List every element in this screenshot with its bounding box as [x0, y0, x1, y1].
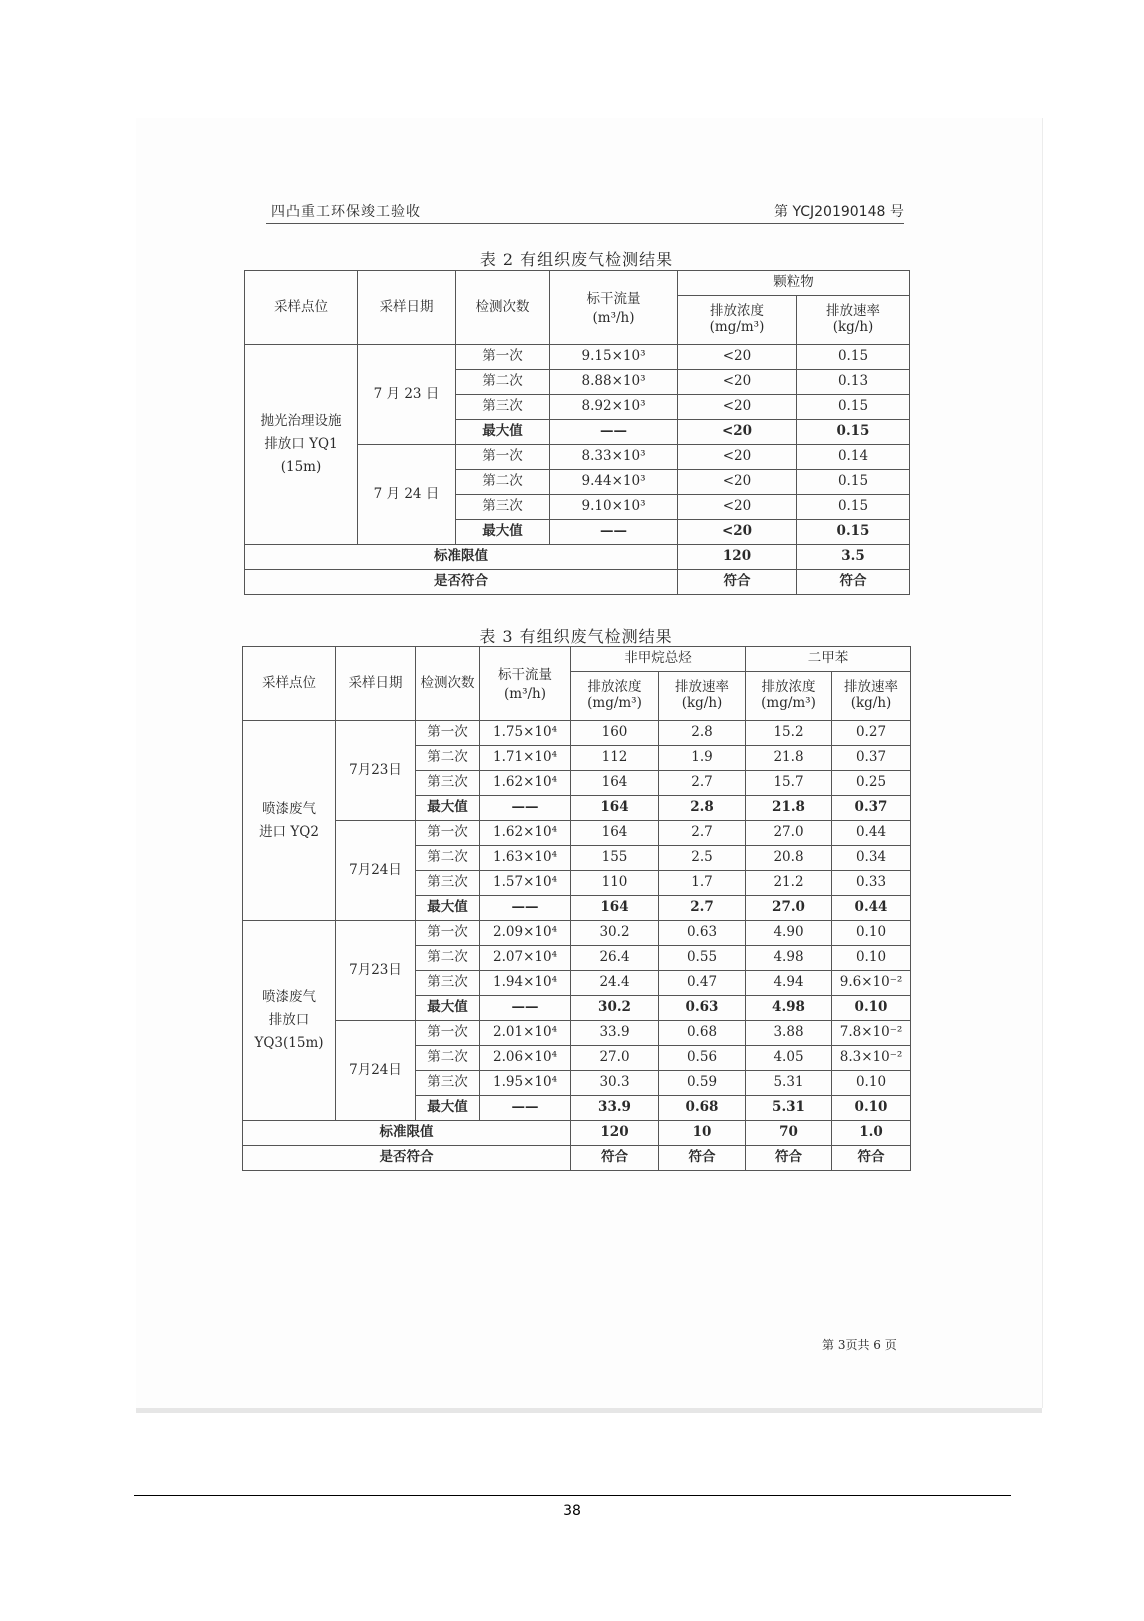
sampling-location: 喷漆废气 排放口 YQ3(15m): [243, 921, 336, 1121]
table-cell: 0.15: [797, 420, 910, 445]
footer-page-number: 38: [563, 1503, 581, 1519]
table-cell: 第二次: [416, 746, 480, 771]
table-cell: 0.55: [659, 946, 746, 971]
table-cell: 30.2: [571, 921, 659, 946]
table-cell: 1.94×10⁴: [480, 971, 571, 996]
table2-header-rate: 排放速率 (kg/h): [797, 296, 910, 345]
table2-header-count: 检测次数: [456, 271, 550, 345]
table-cell: 第三次: [416, 1071, 480, 1096]
sampling-date: 7月23日: [336, 721, 416, 821]
table3: [242, 646, 911, 1171]
table-cell: 27.0: [746, 821, 832, 846]
table-cell: 0.44: [832, 896, 911, 921]
table-cell: ——: [550, 420, 678, 445]
table-cell: 110: [571, 871, 659, 896]
table-cell: <20: [678, 495, 797, 520]
table-cell: 1.9: [659, 746, 746, 771]
table-row: [243, 821, 911, 846]
table-cell: ——: [550, 520, 678, 545]
sampling-date: 7月23日: [336, 921, 416, 1021]
table-cell: 164: [571, 796, 659, 821]
table-cell: <20: [678, 345, 797, 370]
table3-header-xylene-rate: 排放速率 (kg/h): [832, 672, 911, 721]
report-number: 第 YCJ20190148 号: [774, 204, 904, 220]
table-cell: 最大值: [456, 420, 550, 445]
table-row: [243, 921, 911, 946]
table-cell: 1.0: [832, 1121, 911, 1146]
standard-limit-label: 标准限值: [245, 545, 678, 570]
table3-header-point: 采样点位: [243, 647, 336, 721]
table-cell: 4.90: [746, 921, 832, 946]
table2: [244, 270, 910, 595]
table-cell: 4.98: [746, 996, 832, 1021]
table-cell: 15.7: [746, 771, 832, 796]
table-cell: 8.88×10³: [550, 370, 678, 395]
table-cell: 最大值: [416, 996, 480, 1021]
table-cell: 0.10: [832, 921, 911, 946]
table-cell: 第一次: [416, 921, 480, 946]
table-cell: 1.95×10⁴: [480, 1071, 571, 1096]
table-cell: 9.10×10³: [550, 495, 678, 520]
table3-header-flow: 标干流量 (m³/h): [480, 647, 571, 721]
table3-header-date: 采样日期: [336, 647, 416, 721]
sampling-date: 7月24日: [336, 821, 416, 921]
table-cell: 第二次: [416, 846, 480, 871]
table-cell: 符合: [659, 1146, 746, 1171]
scan-edge: [136, 1408, 1042, 1413]
table-cell: 第一次: [456, 345, 550, 370]
table-cell: 符合: [746, 1146, 832, 1171]
table-cell: 164: [571, 771, 659, 796]
standard-limit-label: 标准限值: [243, 1121, 571, 1146]
table-cell: 2.8: [659, 796, 746, 821]
sampling-date: 7 月 23 日: [358, 345, 456, 445]
table-cell: 2.5: [659, 846, 746, 871]
sampling-location: 喷漆废气 进口 YQ2: [243, 721, 336, 921]
table-cell: 最大值: [416, 796, 480, 821]
table3-header-nmhc: 非甲烷总烃: [571, 647, 746, 672]
table-cell: 第一次: [456, 445, 550, 470]
table-cell: 7.8×10⁻²: [832, 1021, 911, 1046]
table-cell: 2.7: [659, 771, 746, 796]
table2-header-conc: 排放浓度 (mg/m³): [678, 296, 797, 345]
table-cell: 112: [571, 746, 659, 771]
table-cell: 0.68: [659, 1021, 746, 1046]
table-cell: 0.47: [659, 971, 746, 996]
table-cell: 160: [571, 721, 659, 746]
table-cell: ——: [480, 896, 571, 921]
table-cell: 2.09×10⁴: [480, 921, 571, 946]
table-cell: 10: [659, 1121, 746, 1146]
report-header-title: 四凸重工环保竣工验收: [271, 204, 421, 220]
compliance-row: [243, 1146, 911, 1171]
table-cell: 0.68: [659, 1096, 746, 1121]
table-cell: 20.8: [746, 846, 832, 871]
table-cell: 最大值: [456, 520, 550, 545]
table-cell: <20: [678, 470, 797, 495]
table2-caption: 表 2 有组织废气检测结果: [479, 250, 674, 269]
table2-header-flow: 标干流量 (m³/h): [550, 271, 678, 345]
table-cell: 30.3: [571, 1071, 659, 1096]
table-cell: 8.92×10³: [550, 395, 678, 420]
table-cell: 30.2: [571, 996, 659, 1021]
table-cell: 26.4: [571, 946, 659, 971]
table-cell: 120: [571, 1121, 659, 1146]
table-cell: 2.06×10⁴: [480, 1046, 571, 1071]
table-cell: 5.31: [746, 1071, 832, 1096]
table-cell: 21.8: [746, 796, 832, 821]
table-cell: <20: [678, 520, 797, 545]
table-cell: 0.14: [797, 445, 910, 470]
table-cell: 0.15: [797, 395, 910, 420]
page-info: 第 3页共 6 页: [822, 1338, 897, 1352]
table-cell: 21.8: [746, 746, 832, 771]
table-cell: 0.25: [832, 771, 911, 796]
standard-limit-row: [245, 545, 910, 570]
table-cell: 1.62×10⁴: [480, 821, 571, 846]
table-cell: 21.2: [746, 871, 832, 896]
table-cell: 最大值: [416, 1096, 480, 1121]
table-cell: 120: [678, 545, 797, 570]
table-cell: 2.7: [659, 896, 746, 921]
table-cell: 0.15: [797, 470, 910, 495]
standard-limit-row: [243, 1121, 911, 1146]
table-cell: 0.13: [797, 370, 910, 395]
table-cell: 24.4: [571, 971, 659, 996]
table-cell: 0.10: [832, 1096, 911, 1121]
table3-header-nmhc-conc: 排放浓度 (mg/m³): [571, 672, 659, 721]
table-cell: 9.44×10³: [550, 470, 678, 495]
header-rule: [266, 223, 904, 224]
table-cell: 0.63: [659, 996, 746, 1021]
table-cell: 8.3×10⁻²: [832, 1046, 911, 1071]
table-cell: 符合: [678, 570, 797, 595]
table-cell: 0.10: [832, 996, 911, 1021]
table-cell: 2.01×10⁴: [480, 1021, 571, 1046]
table2-header-group: 颗粒物: [678, 271, 910, 296]
table-cell: 0.33: [832, 871, 911, 896]
table-cell: 第一次: [416, 821, 480, 846]
table3-header-nmhc-rate: 排放速率 (kg/h): [659, 672, 746, 721]
table-cell: 0.37: [832, 746, 911, 771]
table-cell: 8.33×10³: [550, 445, 678, 470]
table-cell: 1.62×10⁴: [480, 771, 571, 796]
table-cell: 第二次: [456, 370, 550, 395]
table-cell: 33.9: [571, 1096, 659, 1121]
table-cell: 155: [571, 846, 659, 871]
table-cell: ——: [480, 796, 571, 821]
table-cell: 70: [746, 1121, 832, 1146]
sampling-date: 7月24日: [336, 1021, 416, 1121]
table-cell: 4.94: [746, 971, 832, 996]
table-row: [243, 1021, 911, 1046]
table-cell: 1.7: [659, 871, 746, 896]
table-cell: 第三次: [456, 395, 550, 420]
table-cell: 33.9: [571, 1021, 659, 1046]
table-cell: 0.56: [659, 1046, 746, 1071]
table-cell: 4.98: [746, 946, 832, 971]
table-cell: 15.2: [746, 721, 832, 746]
table-cell: 0.15: [797, 495, 910, 520]
table-cell: <20: [678, 370, 797, 395]
table-cell: <20: [678, 420, 797, 445]
table-cell: ——: [480, 1096, 571, 1121]
table-cell: 0.63: [659, 921, 746, 946]
sampling-location: 抛光治理设施 排放口 YQ1 (15m): [245, 345, 358, 545]
table-cell: 3.5: [797, 545, 910, 570]
table-cell: 第一次: [416, 1021, 480, 1046]
table-cell: 符合: [797, 570, 910, 595]
table-cell: 9.6×10⁻²: [832, 971, 911, 996]
table-cell: 最大值: [416, 896, 480, 921]
table-cell: 5.31: [746, 1096, 832, 1121]
table-cell: 0.10: [832, 946, 911, 971]
table-cell: 2.07×10⁴: [480, 946, 571, 971]
table-cell: 1.75×10⁴: [480, 721, 571, 746]
table2-header-point: 采样点位: [245, 271, 358, 345]
table-cell: 0.15: [797, 345, 910, 370]
table2-header-date: 采样日期: [358, 271, 456, 345]
table-cell: 符合: [832, 1146, 911, 1171]
table-row: [245, 345, 910, 370]
compliance-label: 是否符合: [243, 1146, 571, 1171]
table-cell: 1.63×10⁴: [480, 846, 571, 871]
table-cell: 第二次: [456, 470, 550, 495]
table-cell: 0.37: [832, 796, 911, 821]
table-cell: 0.59: [659, 1071, 746, 1096]
table-cell: ——: [480, 996, 571, 1021]
table3-caption: 表 3 有组织废气检测结果: [479, 627, 673, 646]
table-cell: 27.0: [746, 896, 832, 921]
table-cell: 1.57×10⁴: [480, 871, 571, 896]
table-cell: 第三次: [416, 771, 480, 796]
compliance-label: 是否符合: [245, 570, 678, 595]
table-cell: 0.44: [832, 821, 911, 846]
table-cell: 第二次: [416, 946, 480, 971]
table-cell: 第三次: [456, 495, 550, 520]
table-cell: <20: [678, 395, 797, 420]
table-cell: 27.0: [571, 1046, 659, 1071]
table-cell: <20: [678, 445, 797, 470]
table-cell: 0.10: [832, 1071, 911, 1096]
table-cell: 第二次: [416, 1046, 480, 1071]
table3-header-xylene-conc: 排放浓度 (mg/m³): [746, 672, 832, 721]
footer-rule: [134, 1495, 1011, 1496]
table-cell: 0.27: [832, 721, 911, 746]
table-cell: 2.8: [659, 721, 746, 746]
table3-header-xylene: 二甲苯: [746, 647, 911, 672]
table-cell: 第三次: [416, 971, 480, 996]
table-cell: 2.7: [659, 821, 746, 846]
table-cell: 9.15×10³: [550, 345, 678, 370]
table-cell: 1.71×10⁴: [480, 746, 571, 771]
table-cell: 第一次: [416, 721, 480, 746]
table-cell: 3.88: [746, 1021, 832, 1046]
compliance-row: [245, 570, 910, 595]
table-cell: 第三次: [416, 871, 480, 896]
sampling-date: 7 月 24 日: [358, 445, 456, 545]
table-cell: 164: [571, 821, 659, 846]
table-cell: 164: [571, 896, 659, 921]
table-cell: 0.15: [797, 520, 910, 545]
table-cell: 4.05: [746, 1046, 832, 1071]
table3-header-count: 检测次数: [416, 647, 480, 721]
table-row: [243, 721, 911, 746]
table-cell: 符合: [571, 1146, 659, 1171]
table-cell: 0.34: [832, 846, 911, 871]
